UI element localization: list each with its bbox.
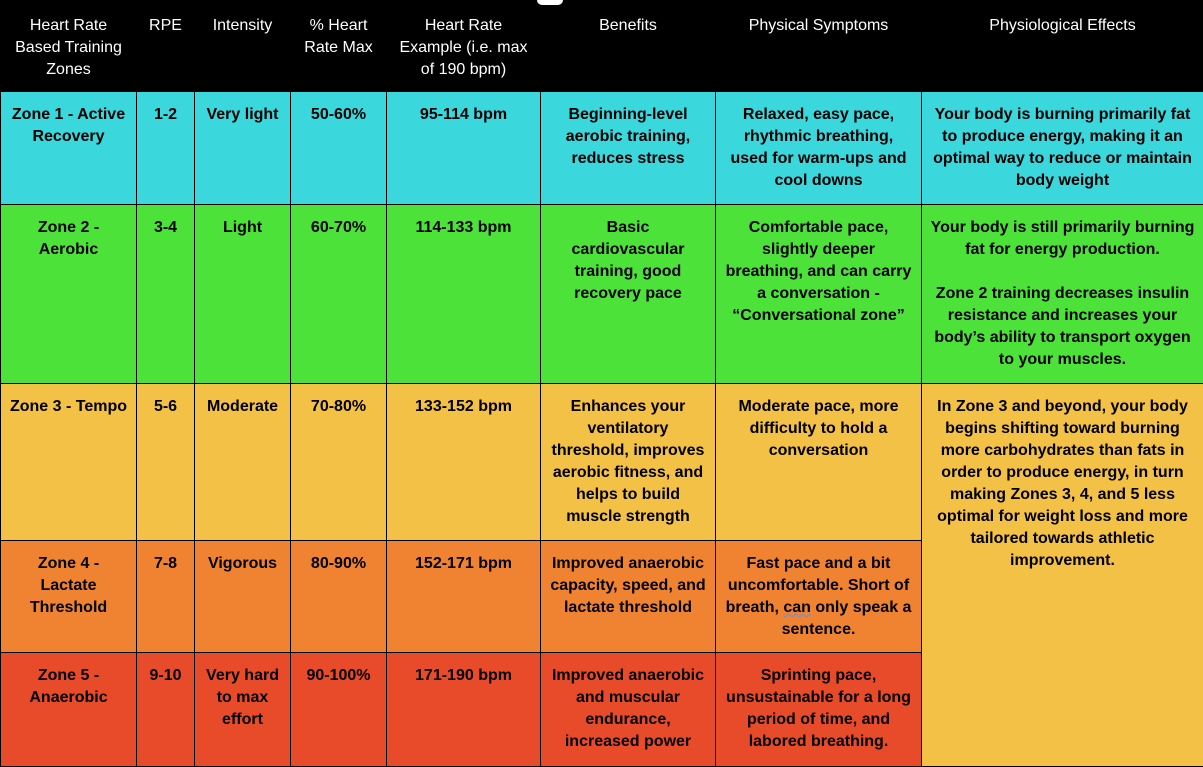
symptoms-text-end: only speak a sentence. (782, 599, 912, 638)
header-rpe: RPE (137, 1, 195, 92)
effects-zone-2-paragraph-1: Your body is still primarily burning fat for energy production. (930, 217, 1195, 261)
symptoms-value: Moderate pace, more difficulty to hold a conversation (716, 384, 922, 541)
pct-max-value: 90-100% (291, 653, 387, 767)
zone-name: Zone 3 - Tempo (1, 384, 137, 541)
window-notch (537, 0, 563, 5)
header-row (1, 1, 1203, 92)
header-example: Heart Rate Example (i.e. max of 190 bpm) (387, 1, 541, 92)
rpe-value: 9-10 (137, 653, 195, 767)
effects-zone-2-paragraph-2: Zone 2 training decreases insulin resistance and increases your body’s ability to transport oxygen to your muscles. (930, 283, 1195, 371)
rpe-value: 7-8 (137, 541, 195, 653)
header-effects: Physiological Effects (922, 1, 1203, 92)
table-row-zone-1 (1, 92, 1203, 205)
intensity-value: Very hard to max effort (195, 653, 291, 767)
zone-name: Zone 4 - Lactate Threshold (1, 541, 137, 653)
rpe-value: 1-2 (137, 92, 195, 205)
header-zone: Heart Rate Based Training Zones (1, 1, 137, 92)
spellcheck-squiggle-word: can (783, 599, 811, 616)
intensity-value: Moderate (195, 384, 291, 541)
example-value: 171-190 bpm (387, 653, 541, 767)
rpe-value: 5-6 (137, 384, 195, 541)
pct-max-value: 50-60% (291, 92, 387, 205)
symptoms-text-start: Fast pace and a bit uncomfortable. Short of breath, (726, 555, 910, 616)
symptoms-value: Sprinting pace, unsustainable for a long period of time, and labored breathing. (716, 653, 922, 767)
symptoms-value: Relaxed, easy pace, rhythmic breathing, used for warm-ups and cool downs (716, 92, 922, 205)
benefits-value: Improved anaerobic and muscular endurance, increased power (541, 653, 716, 767)
benefits-value: Basic cardiovascular training, good recovery pace (541, 205, 716, 384)
benefits-value: Enhances your ventilatory threshold, improves aerobic fitness, and helps to build muscle strength (541, 384, 716, 541)
header-benefits: Benefits (541, 1, 716, 92)
pct-max-value: 80-90% (291, 541, 387, 653)
header-intensity: Intensity (195, 1, 291, 92)
table-row-zone-2 (1, 205, 1203, 384)
rpe-value: 3-4 (137, 205, 195, 384)
symptoms-value: Comfortable pace, slightly deeper breathing, and can carry a conversation - “Conversational zone” (716, 205, 922, 384)
header-symptoms: Physical Symptoms (716, 1, 922, 92)
table-row-zone-3 (1, 384, 1203, 541)
zone-name: Zone 2 - Aerobic (1, 205, 137, 384)
symptoms-value (716, 541, 922, 653)
header-pct-max: % Heart Rate Max (291, 1, 387, 92)
intensity-value: Light (195, 205, 291, 384)
pct-max-value: 60-70% (291, 205, 387, 384)
benefits-value: Improved anaerobic capacity, speed, and lactate threshold (541, 541, 716, 653)
benefits-value: Beginning-level aerobic training, reduces stress (541, 92, 716, 205)
zone-name: Zone 5 - Anaerobic (1, 653, 137, 767)
example-value: 133-152 bpm (387, 384, 541, 541)
effects-zones-3-5: In Zone 3 and beyond, your body begins shifting toward burning more carbohydrates than fats in order to produce energy, in turn making Zones 3, 4, and 5 less optimal for weight loss and more tailored towards athletic improvement. (922, 384, 1203, 767)
intensity-value: Very light (195, 92, 291, 205)
pct-max-value: 70-80% (291, 384, 387, 541)
effects-zone-2 (922, 205, 1203, 384)
example-value: 114-133 bpm (387, 205, 541, 384)
example-value: 95-114 bpm (387, 92, 541, 205)
intensity-value: Vigorous (195, 541, 291, 653)
effects-zone-1: Your body is burning primarily fat to produce energy, making it an optimal way to reduce or maintain body weight (922, 92, 1203, 205)
example-value: 152-171 bpm (387, 541, 541, 653)
zone-name: Zone 1 - Active Recovery (1, 92, 137, 205)
